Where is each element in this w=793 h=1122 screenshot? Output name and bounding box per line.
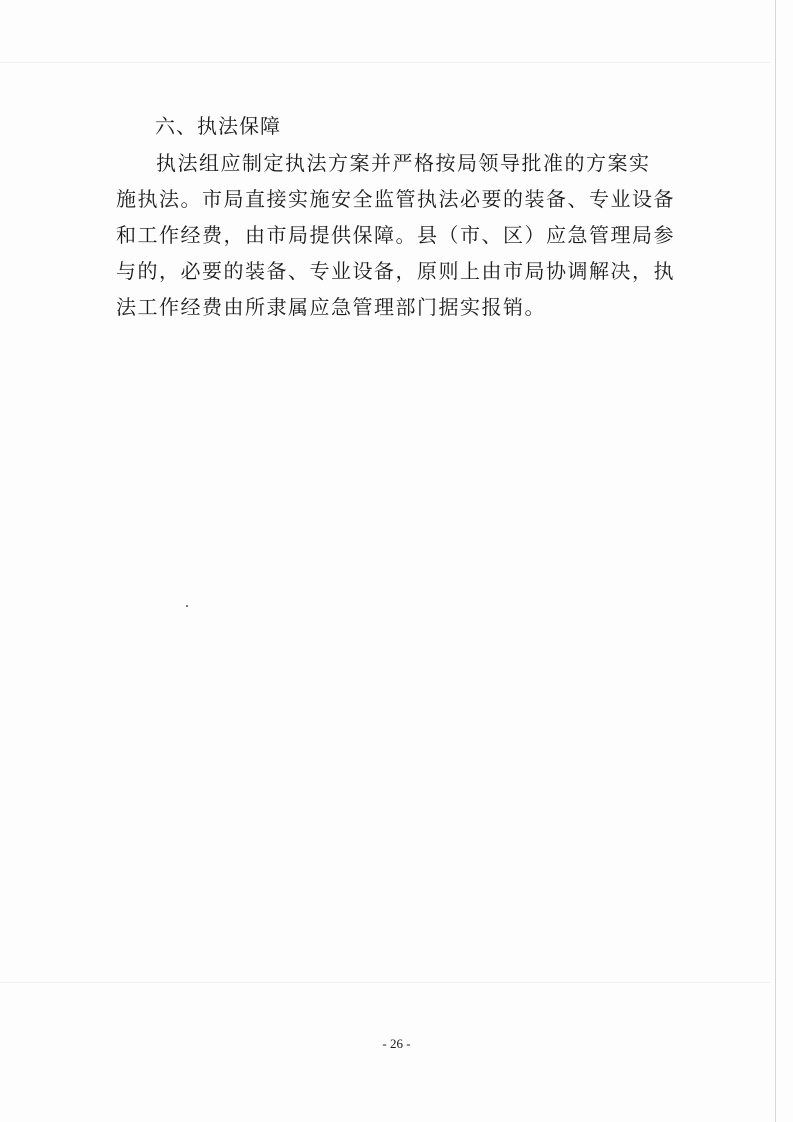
scan-bottom-rule <box>0 982 770 983</box>
section-heading: 六、执法保障 <box>155 114 281 138</box>
page-right-edge <box>775 0 776 1122</box>
section-paragraph <box>116 145 696 325</box>
paragraph-line-3: 和工作经费，由市局提供保障。县（市、区）应急管理局参 <box>116 223 675 247</box>
scan-speck <box>186 605 188 607</box>
paragraph-line-4: 与的，必要的装备、专业设备，原则上由市局协调解决，执 <box>116 259 675 283</box>
paragraph-line-5: 法工作经费由所隶属应急管理部门据实报销。 <box>116 295 546 319</box>
page-number: - 26 - <box>382 1036 411 1051</box>
scan-top-rule <box>0 62 770 63</box>
paragraph-line-2: 施执法。市局直接实施安全监管执法必要的装备、专业设备 <box>116 187 675 211</box>
paragraph-line-1: 执法组应制定执法方案并严格按局领导批准的方案实 <box>156 151 651 175</box>
